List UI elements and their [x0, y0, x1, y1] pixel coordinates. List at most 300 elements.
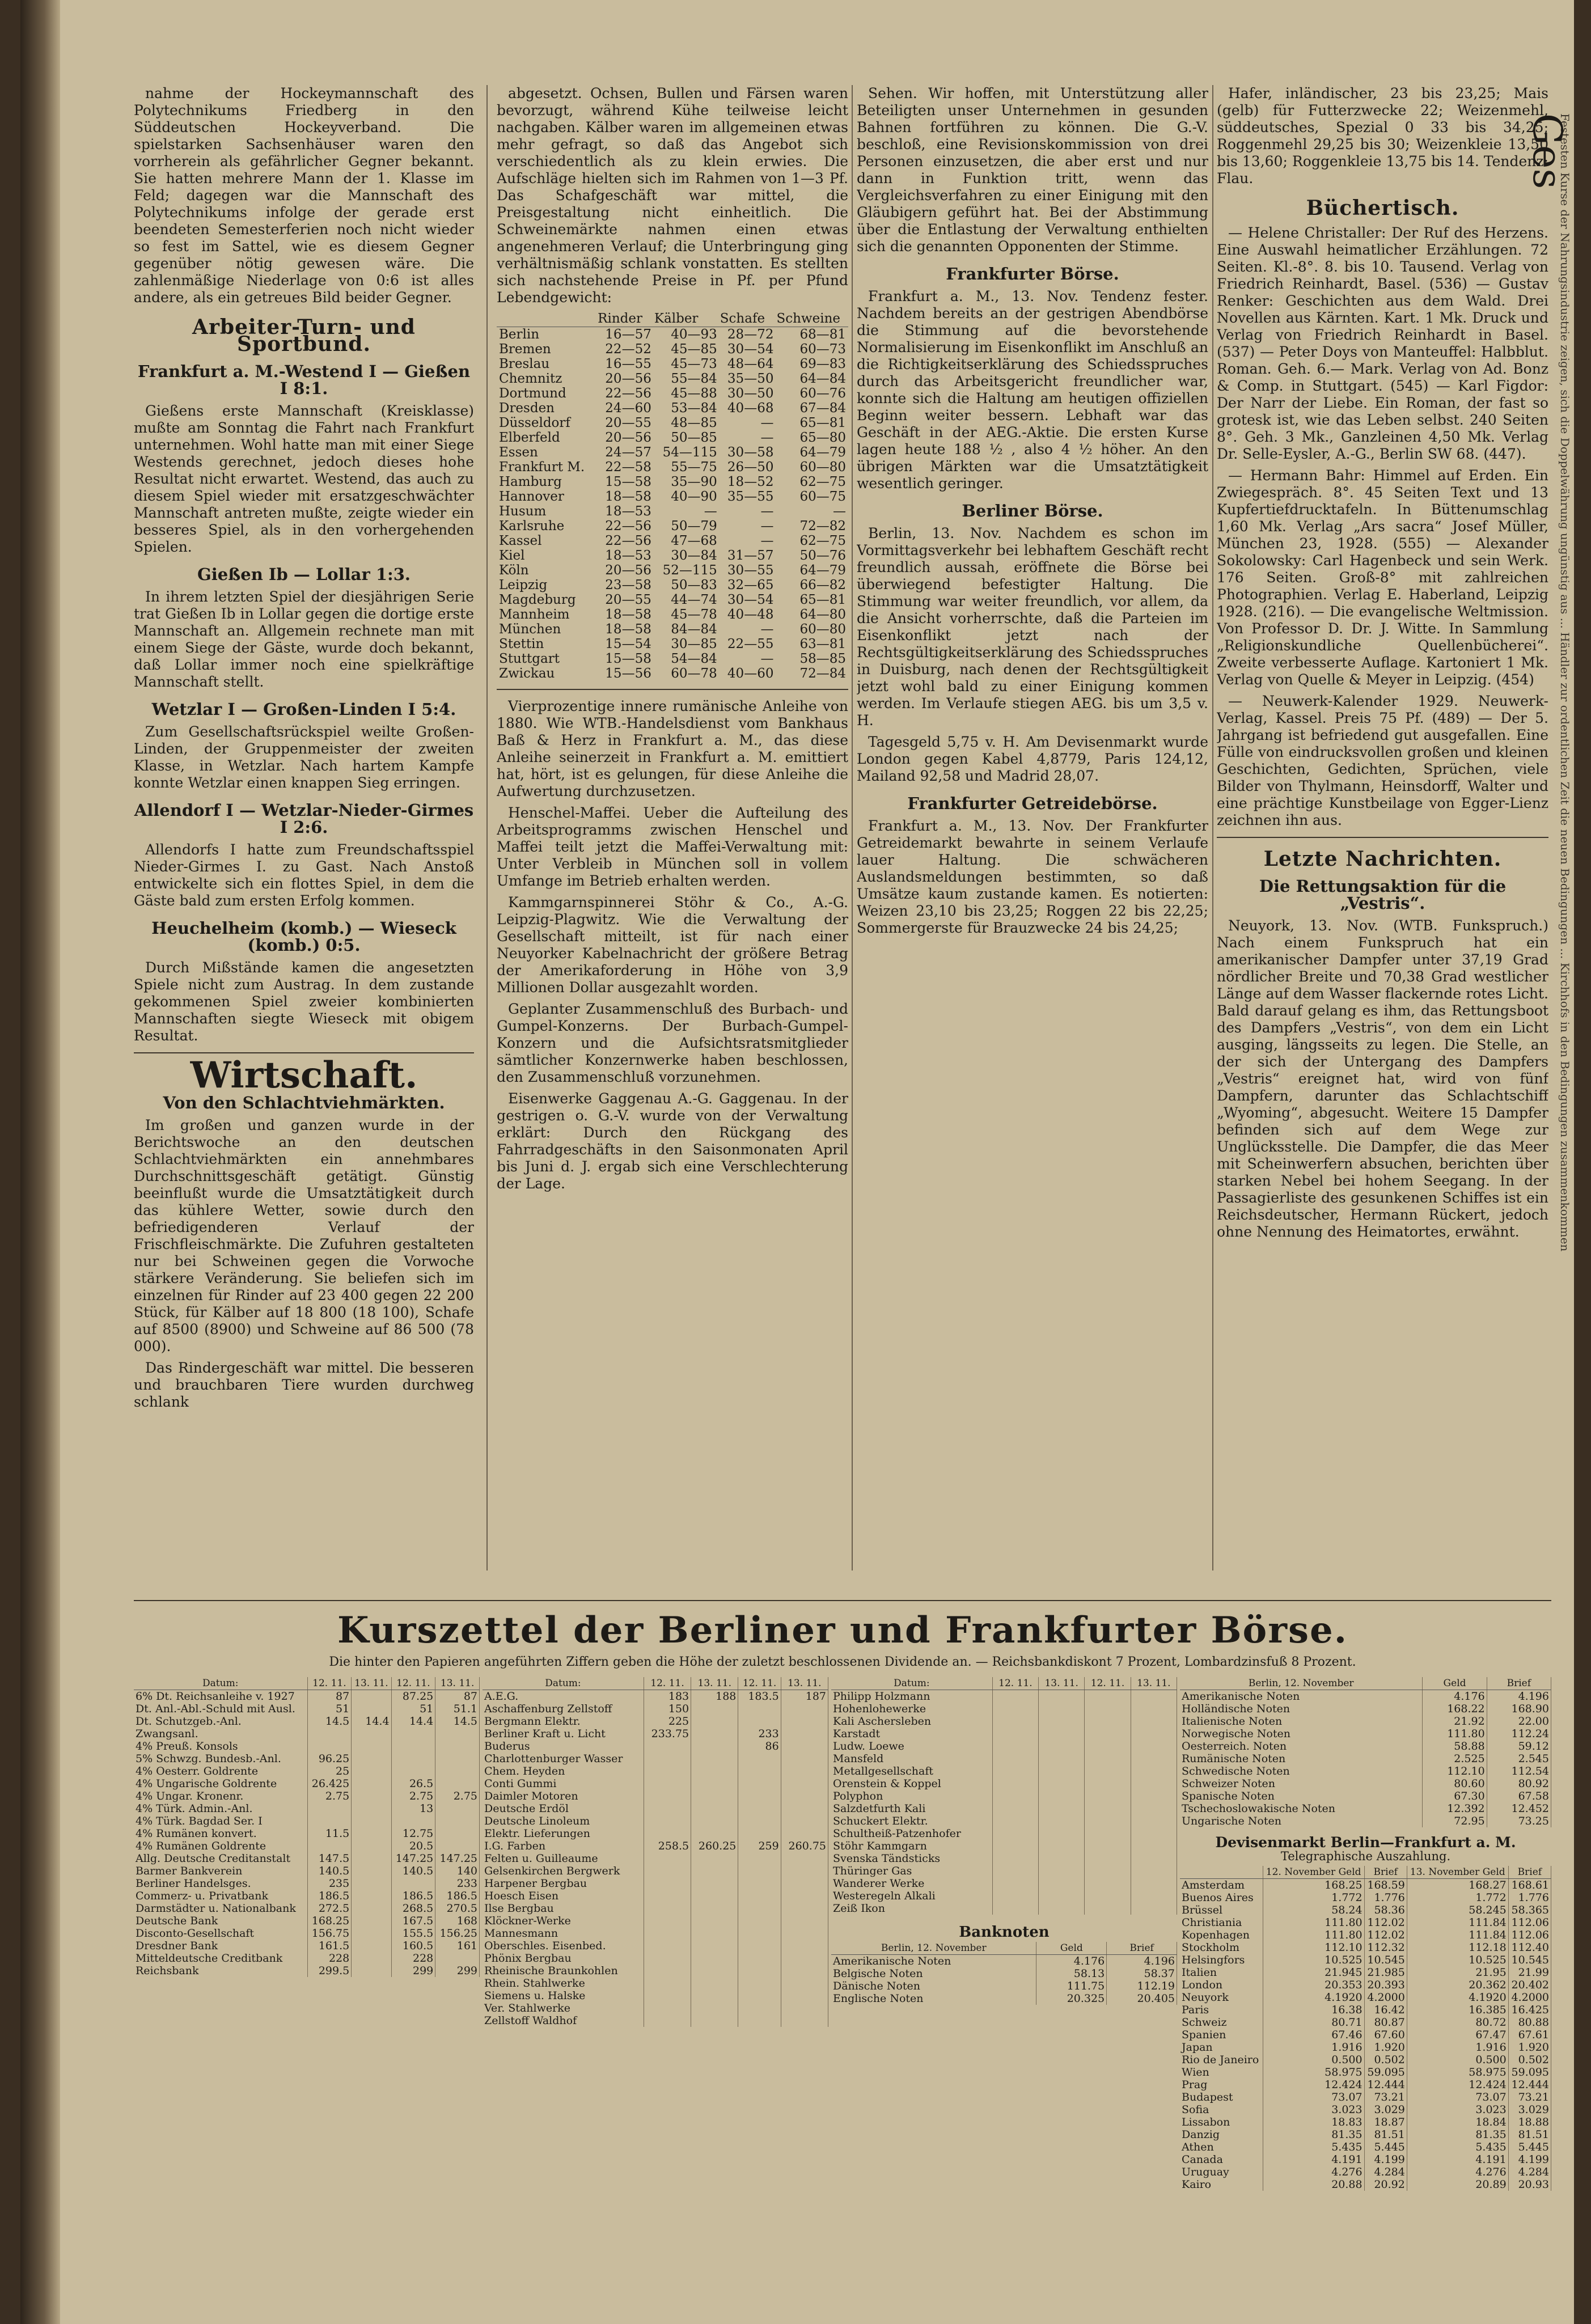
table-cell [1085, 1827, 1131, 1840]
kurs-column-header: 12. 11. [738, 1677, 781, 1690]
table-cell: Brüssel [1180, 1904, 1263, 1916]
table-cell [1085, 1902, 1131, 1915]
table-cell: 1.776 [1364, 1891, 1407, 1904]
kurs-row [483, 1865, 828, 1877]
table-cell [992, 1740, 1038, 1752]
table-header: Schafe [720, 311, 776, 327]
table-cell: Frankfurt M. [499, 460, 585, 475]
devisen-row [1180, 1916, 1551, 1929]
table-cell [781, 1715, 828, 1728]
table-cell: 72—84 [799, 666, 846, 681]
table-cell: Charlottenburger Wasser [483, 1752, 644, 1765]
table-cell: 87 [435, 1690, 480, 1703]
table-cell: Amerikanische Noten [831, 1955, 1036, 1968]
table-cell: Lissabon [1180, 2116, 1263, 2128]
devisen-row [1180, 1954, 1551, 1966]
table-cell [738, 1927, 781, 1940]
table-cell: Svenska Tändsticks [831, 1852, 992, 1865]
table-cell: 18—58 [605, 489, 651, 504]
table-cell: 0.502 [1508, 2054, 1551, 2066]
kurs-row [483, 1952, 828, 1965]
table-cell [435, 1740, 480, 1752]
table-cell [1039, 1802, 1085, 1815]
article-heading: Die Rettungsaktion für die „Vestris“. [1259, 877, 1507, 913]
table-cell [781, 1902, 828, 1915]
table-cell [738, 1902, 781, 1915]
table-cell [781, 1940, 828, 1952]
table-cell: Kopenhagen [1180, 1929, 1263, 1941]
table-cell: 112.32 [1364, 1941, 1407, 1954]
table-cell: 54—115 [662, 445, 717, 460]
article-text: Gießens erste Mannschaft (Kreisklasse) mußte am Sonntag die Fahrt nach Frankfurt unternehmen. Wohl hatte man mit einer Siege Westends gerechnet, jedoch dieses hohe Resultat nicht erwartet. Westend, das auch zu diesem Spiel wieder mit ersatzgeschwächter Mannschaft antreten mußte, zeigte wieder ein besseres Spiel, als in den vorhergehenden Spielen. [134, 403, 474, 555]
table-cell [352, 1902, 391, 1915]
table-cell [352, 1815, 391, 1827]
table-cell: Phönix Bergbau [483, 1952, 644, 1965]
table-cell: 26.425 [307, 1777, 352, 1790]
table-cell [435, 1728, 480, 1740]
table-cell: 156.25 [435, 1927, 480, 1940]
noten-row [1180, 1728, 1551, 1740]
noten-row [1180, 1815, 1551, 1827]
table-cell: 50—85 [671, 430, 717, 445]
table-cell [738, 1977, 781, 1989]
table-cell: Zeiß Ikon [831, 1902, 992, 1915]
article-text: — Neuwerk-Kalender 1929. Neuwerk-Verlag, Kassel. Preis 75 Pf. (489) — Der 5. Jahrgang ist befriedend gut ausgefallen. Eine Fülle von eindrucksvollen großen und kleinen Geschichten, Gedichten, Sprüchen, viele Bilder von Thylmann, Heinsdorff, Walter und eine prächtige Kunstbeilage von Egger-Lienz zeichnen ihn aus. [1217, 693, 1548, 828]
table-cell [352, 1865, 391, 1877]
table-cell: 111.75 [1036, 1980, 1107, 1992]
table-cell: 4.276 [1407, 2166, 1508, 2178]
table-cell: 228 [391, 1952, 435, 1965]
table-cell: 16—57 [605, 327, 651, 342]
banknoten-table [831, 1942, 1177, 2005]
table-cell [352, 1940, 391, 1952]
kurs-column-header: 13. 11. [691, 1677, 738, 1690]
table-cell: — [760, 534, 774, 548]
kurs-row [134, 1802, 480, 1815]
table-cell [1085, 1777, 1131, 1790]
table-cell: 4.2000 [1508, 1991, 1551, 2004]
kurs-column-header: Datum: [831, 1677, 992, 1690]
table-cell: Dortmund [499, 386, 566, 401]
table-cell: 18—52 [727, 475, 774, 489]
table-cell: 50—83 [671, 578, 717, 592]
table-cell: Magdeburg [499, 592, 576, 607]
table-cell [1039, 1728, 1085, 1740]
table-cell: 16.425 [1508, 2004, 1551, 2016]
table-cell: 4.176 [1036, 1955, 1107, 1968]
table-cell: 87.25 [391, 1690, 435, 1703]
table-cell: 4.176 [1423, 1690, 1487, 1703]
table-cell: Thüringer Gas [831, 1865, 992, 1877]
table-cell: 12.424 [1263, 2079, 1364, 2091]
table-cell [691, 1815, 738, 1827]
article-text: Das Rindergeschäft war mittel. Die besseren und brauchbaren Tiere wurden durchweg schlank [134, 1360, 474, 1410]
table-cell: 186.5 [435, 1890, 480, 1902]
table-cell: 35—55 [727, 489, 774, 504]
table-header: Schweine [776, 311, 848, 327]
divider [497, 689, 848, 690]
table-cell: 20.92 [1364, 2178, 1407, 2191]
table-cell: Wien [1180, 2066, 1263, 2079]
table-cell: Oberschles. Eisenbed. [483, 1940, 644, 1952]
table-cell [352, 1952, 391, 1965]
table-header: Rinder [597, 311, 654, 327]
table-cell [352, 1740, 391, 1752]
table-cell [644, 1927, 691, 1940]
table-cell: 225 [644, 1715, 691, 1728]
table-cell: Ungarische Noten [1180, 1815, 1423, 1827]
kurs-row [483, 1802, 828, 1815]
table-cell: 18—53 [605, 504, 651, 519]
article-heading: Frankfurter Börse. [946, 264, 1119, 283]
table-cell [738, 1715, 781, 1728]
kurs-column-header: 12. 11. [992, 1677, 1038, 1690]
article-text: Eisenwerke Gaggenau A.-G. Gaggenau. In der gestrigen o. G.-V. wurde von der Verwaltung erklärt: Durch den Rückgang des Fahrradgeschäfts in den Saisonmonaten April bis Juni d. J. ergab sich eine Verschlechterung der Lage. [497, 1090, 848, 1192]
table-cell: Mannheim [499, 607, 570, 622]
table-cell: 155.5 [391, 1927, 435, 1940]
banknoten-row [831, 1992, 1177, 2005]
table-cell: Danzig [1180, 2128, 1263, 2141]
table-cell: 12.444 [1364, 2079, 1407, 2091]
kurs-column-header: 12. 11. [644, 1677, 691, 1690]
table-cell [691, 1703, 738, 1715]
table-cell: 54—84 [671, 651, 717, 666]
kurs-row [831, 1902, 1177, 1915]
kurs-row [483, 1703, 828, 1715]
table-cell [352, 1890, 391, 1902]
table-cell: 4.199 [1508, 2153, 1551, 2166]
kurs-row [831, 1877, 1177, 1890]
kurs-row [483, 1790, 828, 1802]
table-cell [1085, 1703, 1131, 1715]
section-heading: Büchertisch. [1306, 196, 1459, 220]
table-cell: 20—55 [605, 416, 651, 430]
table-cell [738, 1777, 781, 1790]
table-cell: 147.25 [391, 1852, 435, 1865]
table-cell: 84—84 [671, 622, 717, 637]
table-cell: 24—60 [605, 401, 651, 416]
article-text: Kammgarnspinnerei Stöhr & Co., A.-G. Leipzig-Plagwitz. Wie die Verwaltung der Gesellschaft mitteilt, ist für nach einer Neuyorker Kabelnachricht der größere Betrag der Amerikaforderung in Höhe von 3,9 Millionen Dollar ausgezahlt worden. [497, 894, 848, 996]
table-cell: 67.60 [1364, 2029, 1407, 2041]
table-cell: 22.00 [1487, 1715, 1551, 1728]
noten-header: Brief [1487, 1677, 1551, 1690]
table-cell [992, 1715, 1038, 1728]
table-cell: 20.353 [1263, 1979, 1364, 1991]
table-cell: 73.07 [1407, 2091, 1508, 2103]
table-cell [1085, 1715, 1131, 1728]
table-cell: 13 [391, 1802, 435, 1815]
kurs-row [134, 1965, 480, 1977]
table-cell [352, 1915, 391, 1927]
table-row [497, 666, 848, 681]
article-text: Zum Gesellschaftsrückspiel weilte Großen-Linden, der Gruppenmeister der zweiten Klasse, in Wetzlar. Nach hartem Kampfe konnte Wetzlar einen knappen Sieg erringen. [134, 723, 474, 791]
table-cell: — [760, 416, 774, 430]
table-cell: 1.776 [1508, 1891, 1551, 1904]
table-cell: 66—82 [799, 578, 846, 592]
table-cell: 81.35 [1263, 2128, 1364, 2141]
table-cell: 111.84 [1407, 1929, 1508, 1941]
table-row [497, 371, 848, 386]
table-cell [644, 1865, 691, 1877]
table-cell: 51 [391, 1703, 435, 1715]
table-cell: 4% Türk. Admin.-Anl. [134, 1802, 307, 1815]
table-cell: 260.75 [781, 1840, 828, 1852]
table-cell: Dt. Anl.-Abl.-Schuld mit Ausl. [134, 1703, 307, 1715]
table-cell [781, 1952, 828, 1965]
table-cell [1039, 1902, 1085, 1915]
table-cell [738, 1965, 781, 1977]
table-cell: 168.22 [1423, 1703, 1487, 1715]
column-rule [1212, 85, 1213, 1571]
table-cell: 30—55 [727, 563, 774, 578]
table-cell: Siemens u. Halske [483, 1989, 644, 2002]
table-cell: 20.405 [1107, 1992, 1177, 2005]
table-cell: 4.276 [1263, 2166, 1364, 2178]
table-cell [352, 1752, 391, 1765]
table-cell [992, 1902, 1038, 1915]
article-text: In ihrem letzten Spiel der diesjährigen Serie trat Gießen Ib in Lollar gegen die dortige erste Mannschaft an. Allgemein rechnete man mit einem Siege der Gäste, wurde doch bekannt, daß Lollar immer noch eine spielkräftige Mannschaft stellt. [134, 589, 474, 690]
table-cell [1131, 1715, 1177, 1728]
table-cell: 20.402 [1508, 1979, 1551, 1991]
table-cell: Harpener Bergbau [483, 1877, 644, 1890]
kurs-row [831, 1790, 1177, 1802]
table-cell: 156.75 [307, 1927, 352, 1940]
table-cell [352, 1690, 391, 1703]
devisen-row [1180, 2079, 1551, 2091]
table-cell [644, 1852, 691, 1865]
table-cell: 0.500 [1263, 2054, 1364, 2066]
table-cell: 67.47 [1407, 2029, 1508, 2041]
table-cell: 65—80 [799, 430, 846, 445]
table-cell [992, 1690, 1038, 1703]
table-cell [391, 1740, 435, 1752]
table-cell: 72—82 [799, 519, 846, 534]
table-cell [1085, 1728, 1131, 1740]
table-cell: 28—72 [727, 327, 774, 342]
table-cell: 64—79 [799, 563, 846, 578]
table-cell: 299 [435, 1965, 480, 1977]
table-row [497, 342, 848, 357]
noten-header: Berlin, 12. November [1180, 1677, 1423, 1690]
table-cell [738, 2014, 781, 2027]
table-cell: 52—115 [662, 563, 717, 578]
devisen-row [1180, 2016, 1551, 2029]
table-cell: 18.88 [1508, 2116, 1551, 2128]
table-cell: Kali Aschersleben [831, 1715, 992, 1728]
table-cell: Berliner Handelsges. [134, 1877, 307, 1890]
table-cell [391, 1877, 435, 1890]
table-cell [691, 1989, 738, 2002]
table-cell [992, 1765, 1038, 1777]
table-cell: 4% Ungar. Kronenr. [134, 1790, 307, 1802]
table-cell: Polyphon [831, 1790, 992, 1802]
table-cell: 183 [644, 1690, 691, 1703]
kurs-row [134, 1790, 480, 1802]
devisen-header: 12. November Geld [1263, 1866, 1364, 1879]
table-cell: 140 [435, 1865, 480, 1877]
table-cell [1039, 1715, 1085, 1728]
table-cell: 58.975 [1407, 2066, 1508, 2079]
article-text: Neuyork, 13. Nov. (WTB. Funkspruch.) Nach einem Funkspruch hat ein amerikanischer Dampfer unter 37,19 Grad nördlicher Breite und 70,38 Grad westlicher Länge auf dem Wasser flackernde rotes Licht. Bald darauf gelang es ihm, das Rettungsboot des Dampfers „Vestris“, von dem ein Licht ausging, längsseits zu legen. Die Stelle, an der sich der Untergang des Dampfers „Vestris“ ereignet hat, wird von fünf Dampfern, darunter das Schlachtschiff „Wyoming“, abgesucht. Weitere 15 Dampfer befinden sich auf dem Wege zur Unglücksstelle. Die Dampfer, die das Meer mit Scheinwerfern absuchen, berichten über starken Nebel bei hohem Seegang. In der Passagierliste des gesunkenen Schiffes ist ein Reichsdeutscher, Hermann Rückert, jedoch ohne Nennung des Heimatortes, erwähnt. [1217, 917, 1548, 1240]
table-cell: 55—84 [671, 371, 717, 386]
table-cell [352, 1802, 391, 1815]
kurs-row [483, 2002, 828, 2014]
table-cell [691, 1852, 738, 1865]
table-cell: 40—68 [727, 401, 774, 416]
table-cell: 80.87 [1364, 2016, 1407, 2029]
table-cell: 64—84 [799, 371, 846, 386]
table-cell: Norwegische Noten [1180, 1728, 1423, 1740]
table-cell: 80.92 [1487, 1777, 1551, 1790]
table-cell: 0.500 [1407, 2054, 1508, 2066]
table-cell: 112.40 [1508, 1941, 1551, 1954]
kurs-row [483, 1827, 828, 1840]
noten-table [1180, 1677, 1551, 1827]
table-cell: Felten u. Guilleaume [483, 1852, 644, 1865]
table-cell [781, 1777, 828, 1790]
kurs-row [134, 1840, 480, 1852]
table-cell: 2.75 [307, 1790, 352, 1802]
table-cell: Hannover [499, 489, 564, 504]
banknoten-header: Berlin, 12. November [831, 1942, 1036, 1955]
table-cell: 81.51 [1508, 2128, 1551, 2141]
table-cell: Italienische Noten [1180, 1715, 1423, 1728]
table-cell: 60—75 [799, 489, 846, 504]
table-cell [352, 1827, 391, 1840]
table-cell [1039, 1865, 1085, 1877]
table-cell [781, 1865, 828, 1877]
devisen-row [1180, 2141, 1551, 2153]
kurs-row [483, 1740, 828, 1752]
table-cell: 140.5 [391, 1865, 435, 1877]
column-2 [497, 85, 848, 1559]
table-cell: 112.10 [1423, 1765, 1487, 1777]
table-cell [644, 1890, 691, 1902]
divider [1217, 837, 1548, 838]
article-heading: Von den Schlachtviehmärkten. [163, 1093, 445, 1112]
table-cell: Rumänische Noten [1180, 1752, 1423, 1765]
table-cell: 40—48 [727, 607, 774, 622]
table-cell: 14.4 [391, 1715, 435, 1728]
noten-row [1180, 1740, 1551, 1752]
article-heading: Berliner Börse. [962, 501, 1103, 520]
table-cell: 60—73 [799, 342, 846, 357]
table-cell: 65—81 [799, 416, 846, 430]
table-cell: Oesterreich. Noten [1180, 1740, 1423, 1752]
table-cell: 67.61 [1508, 2029, 1551, 2041]
table-cell [435, 1840, 480, 1852]
table-cell: Deutsche Linoleum [483, 1815, 644, 1827]
table-cell: Commerz- u. Privatbank [134, 1890, 307, 1902]
table-cell: — [760, 504, 774, 519]
table-cell: 72.95 [1423, 1815, 1487, 1827]
table-cell [691, 1965, 738, 1977]
table-cell: 111.84 [1407, 1916, 1508, 1929]
table-cell: 73.07 [1263, 2091, 1364, 2103]
kurs-column-header: 12. 11. [1085, 1677, 1131, 1690]
kurs-row [483, 1765, 828, 1777]
table-cell: Salzdetfurth Kali [831, 1802, 992, 1815]
table-cell: 62—75 [799, 475, 846, 489]
table-cell: 22—55 [727, 637, 774, 651]
kurs-row [134, 1765, 480, 1777]
table-cell: 12.424 [1407, 2079, 1508, 2091]
table-cell [992, 1815, 1038, 1827]
table-cell: 60—78 [671, 666, 717, 681]
table-cell: Daimler Motoren [483, 1790, 644, 1802]
table-cell: I.G. Farben [483, 1840, 644, 1852]
kurs-row [483, 1752, 828, 1765]
table-cell: 112.06 [1508, 1929, 1551, 1941]
table-cell [691, 1752, 738, 1765]
kurs-row [134, 1815, 480, 1827]
table-row [497, 637, 848, 651]
table-row [497, 607, 848, 622]
table-cell [435, 1952, 480, 1965]
table-cell: 20.325 [1036, 1992, 1107, 2005]
article-text: Allendorfs I hatte zum Freundschaftsspiel Nieder-Girmes I. zu Gast. Nach Anstoß entwickelte sich ein flottes Spiel, in dem die Gäste bald zum ersten Erfolg kommen. [134, 841, 474, 909]
table-cell [738, 1940, 781, 1952]
table-cell [691, 1952, 738, 1965]
devisen-row [1180, 2091, 1551, 2103]
table-cell: 59.095 [1508, 2066, 1551, 2079]
table-cell: Bergmann Elektr. [483, 1715, 644, 1728]
article-text: Frankfurt a. M., 13. Nov. Der Frankfurter Getreidemarkt bewahrte in seinem Verlaufe lauer Haltung. Die schwächeren Auslandsmeldungen bestimmten, so daß Umsätze kaum zustande kamen. Es notierten: Weizen 23,10 bis 23,25; Roggen 22 bis 22,25; Sommergerste für Brauzwecke 24 bis 24,25; [857, 818, 1208, 936]
kurs-row [483, 1989, 828, 2002]
table-cell: 18—58 [605, 607, 651, 622]
devisen-row [1180, 1991, 1551, 2004]
table-row [497, 651, 848, 666]
table-cell: 45—85 [671, 342, 717, 357]
table-cell [691, 1865, 738, 1877]
kurs-row [483, 1940, 828, 1952]
table-cell [1039, 1765, 1085, 1777]
table-cell: 80.60 [1423, 1777, 1487, 1790]
table-cell [781, 1989, 828, 2002]
kurs-row [831, 1827, 1177, 1840]
table-cell: 1.772 [1407, 1891, 1508, 1904]
table-cell: Hamburg [499, 475, 562, 489]
table-cell [992, 1877, 1038, 1890]
table-row [497, 401, 848, 416]
table-cell [738, 1989, 781, 2002]
table-cell: 87 [307, 1690, 352, 1703]
table-cell [644, 1802, 691, 1815]
devisen-row [1180, 1904, 1551, 1916]
table-cell: 270.5 [435, 1902, 480, 1915]
table-cell [1039, 1690, 1085, 1703]
kurs-row [483, 1840, 828, 1852]
table-cell: — [833, 504, 846, 519]
devisen-row [1180, 2029, 1551, 2041]
table-cell: 67.58 [1487, 1790, 1551, 1802]
article-text: Henschel-Maffei. Ueber die Aufteilung des Arbeitsprogramms zwischen Henschel und Maffei teilt jetzt die Maffei-Verwaltung mit: Unter Verbleib in München soll in vollem Umfange im Betrieb erhalten werden. [497, 805, 848, 889]
table-cell: 3.029 [1364, 2103, 1407, 2116]
table-cell [1039, 1840, 1085, 1852]
newspaper-page [20, 0, 1574, 2324]
table-cell: 14.5 [435, 1715, 480, 1728]
table-cell [691, 1765, 738, 1777]
table-cell [738, 2002, 781, 2014]
table-cell: 147.5 [307, 1852, 352, 1865]
table-cell: 233.75 [644, 1728, 691, 1740]
table-cell: — [760, 622, 774, 637]
devisen-row [1180, 2041, 1551, 2054]
kurs-row [831, 1777, 1177, 1790]
table-cell: 4.2000 [1364, 1991, 1407, 2004]
table-cell [352, 1877, 391, 1890]
table-cell: Zwickau [499, 666, 555, 681]
